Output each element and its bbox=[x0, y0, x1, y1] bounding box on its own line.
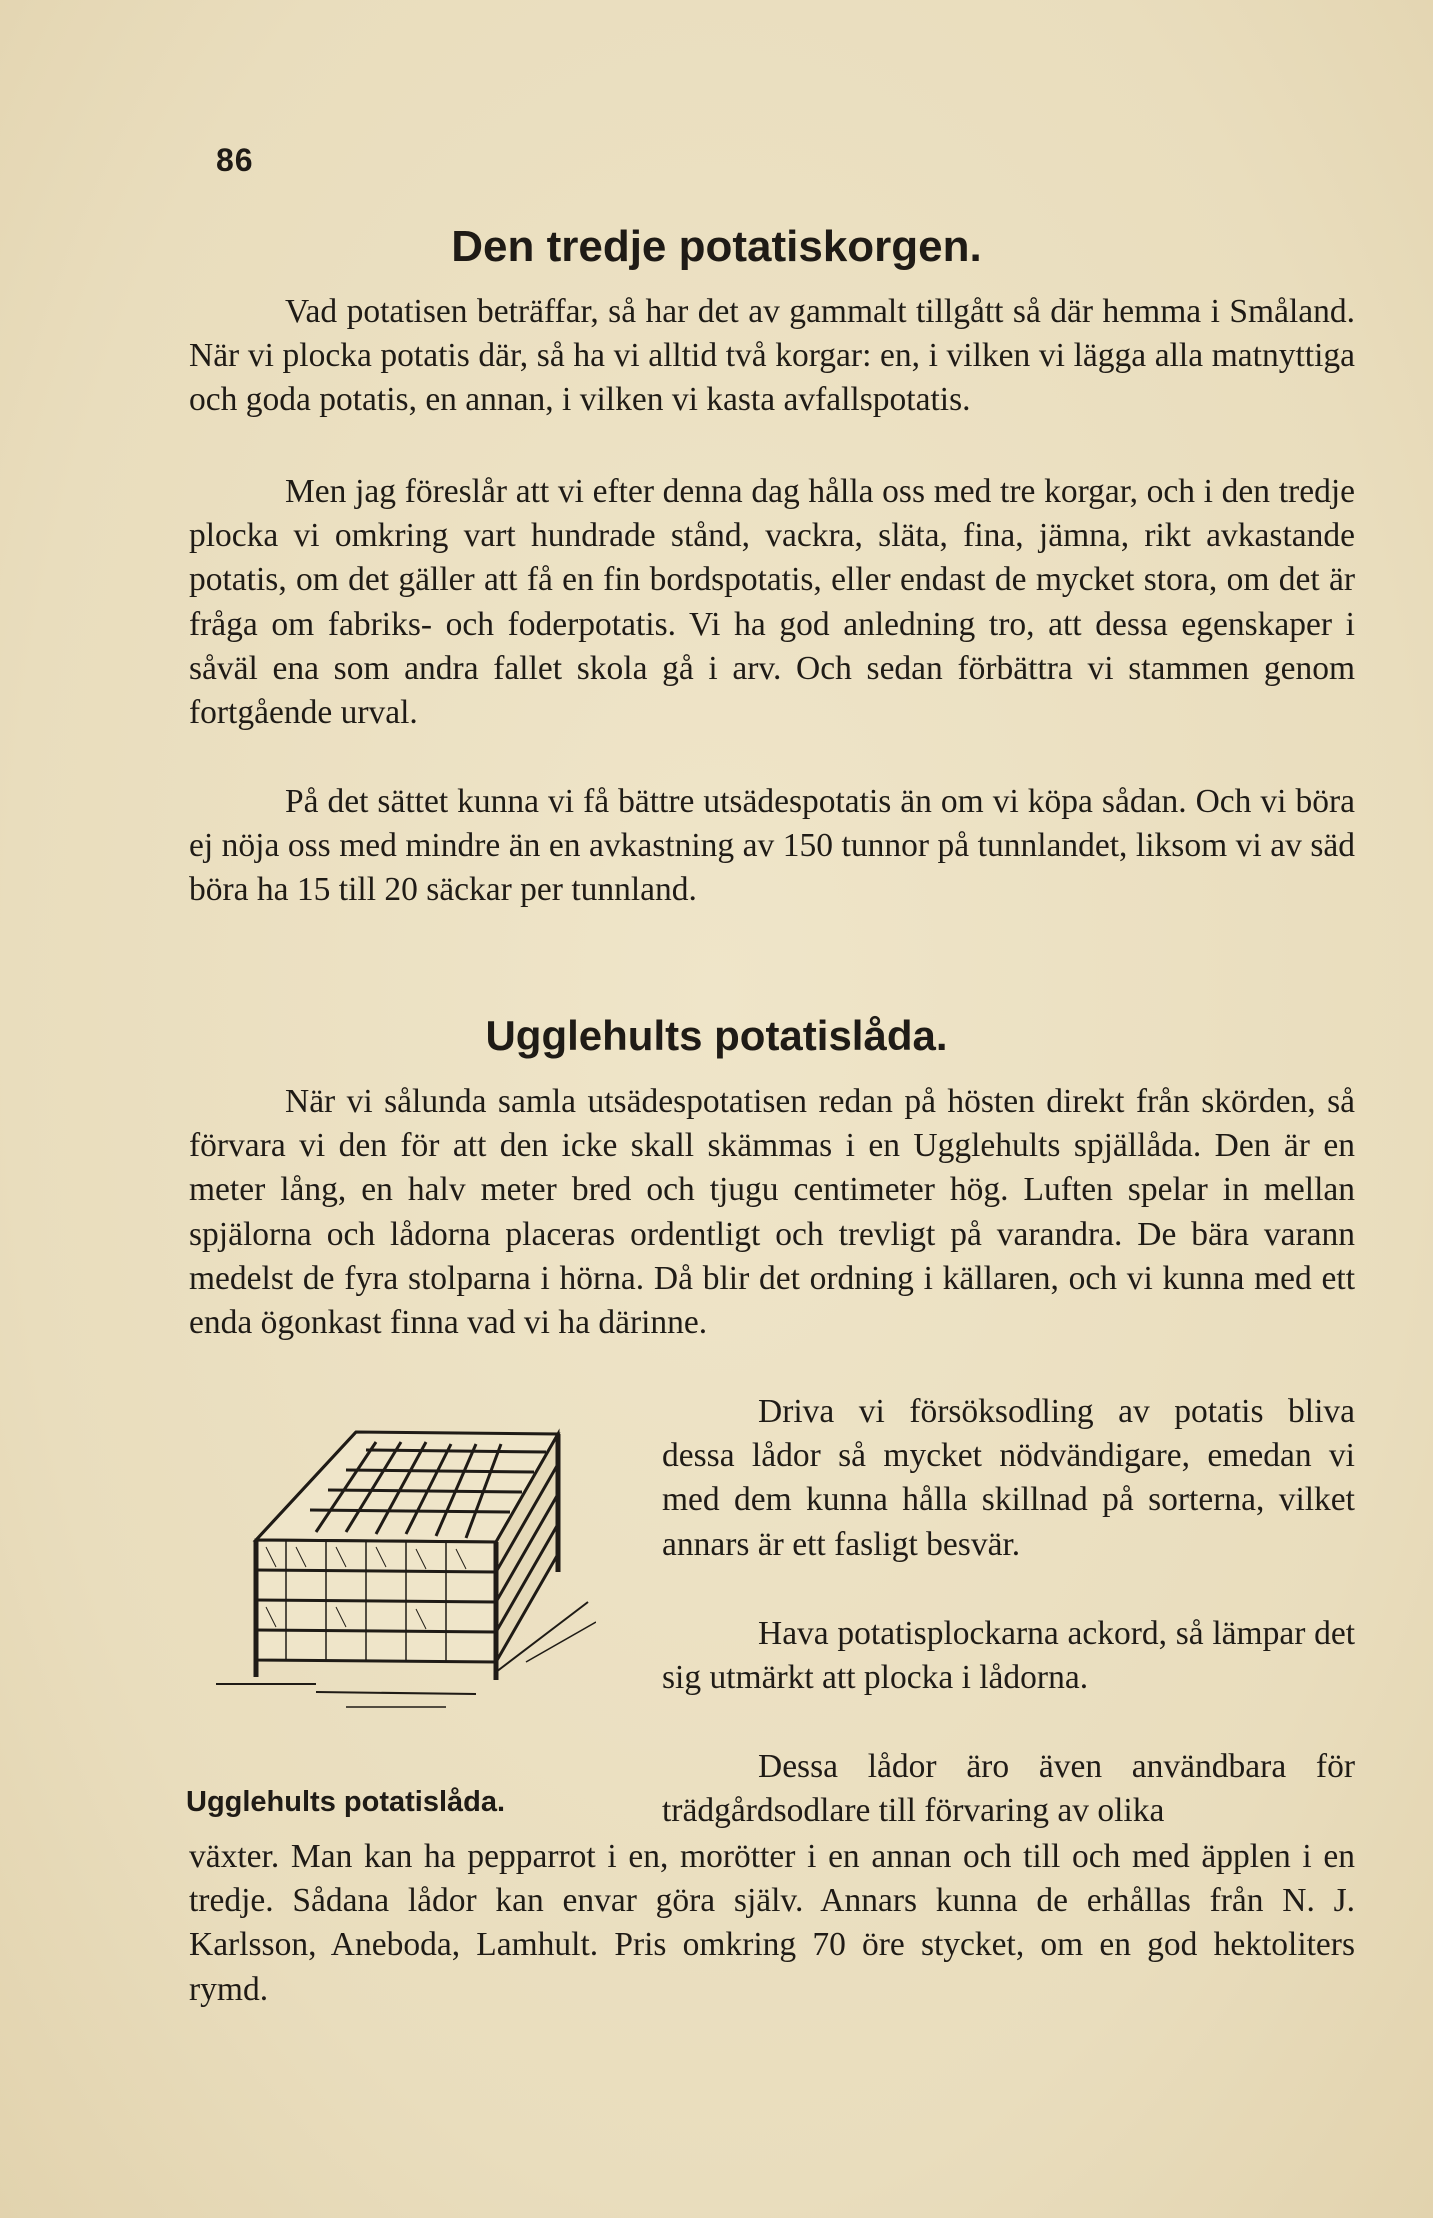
paragraph bbox=[189, 290, 1355, 423]
paragraph bbox=[189, 470, 1355, 735]
paragraph bbox=[189, 780, 1355, 913]
paragraph bbox=[189, 1080, 1355, 1345]
paragraph bbox=[662, 1612, 1355, 1700]
paragraph bbox=[662, 1745, 1355, 1833]
figure-caption: Ugglehults potatislåda. bbox=[186, 1786, 506, 1818]
paragraph bbox=[189, 1835, 1355, 2012]
paragraph bbox=[662, 1390, 1355, 1567]
section-title-tredje-potatiskorgen: Den tredje potatiskorgen. bbox=[451, 222, 982, 271]
paragraph-text: växter. Man kan ha pepparrot i en, morötter i en annan och till och med äpplen i en tredje. Sådana lådor kan envar göra själv. Annars kunna de erhållas från N. J. Karlsson, Aneboda, Lamhult. Pris omkring 70 öre stycket, om en god hektoliters rymd. bbox=[189, 1838, 1355, 2008]
paragraph-text: När vi sålunda samla utsädespotatisen redan på hösten direkt från skörden, så förvara vi den för att den icke skall skämmas i en Ugglehults spjällåda. Den är en meter lång, en halv meter bred och tjugu centimeter hög. Luften spelar in mellan spjälorna och lådorna placeras ordentligt och trevligt på varandra. De bära varann medelst de fyra stolparna i hörna. Då blir det ordning i källaren, och vi kunna med ett enda ögonkast finna vad vi ha därinne. bbox=[189, 1083, 1355, 1342]
paragraph-text: Vad potatisen beträffar, så har det av gammalt tillgått så där hemma i Småland. När vi plocka potatis där, så ha vi alltid två korgar: en, i vilken vi lägga alla matnyttiga och goda potatis, en annan, i vilken vi kasta avfallspotatis. bbox=[189, 293, 1355, 419]
page-number: 86 bbox=[216, 142, 254, 178]
section-title-ugglehults-potatislada: Ugglehults potatislåda. bbox=[485, 1012, 948, 1059]
slatted-crate-illustration-icon bbox=[196, 1422, 596, 1762]
paragraph-text: Men jag föreslår att vi efter denna dag hålla oss med tre korgar, och i den tredje plocka vi omkring vart hundrade stånd, vackra, släta, fina, jämna, rikt avkastande potatis, om det gäller att få en fin bordspotatis, eller endast de mycket stora, om det är fråga om fabriks- och foderpotatis. Vi ha god anledning tro, att dessa egenskaper i såväl ena som andra fallet skola gå i arv. Och sedan förbättra vi stammen genom fortgående urval. bbox=[189, 473, 1355, 732]
paragraph-text: Driva vi försöksodling av potatis bliva dessa lådor så mycket nödvändigare, emedan vi med dem kunna hålla skillnad på sorterna, vilket annars är ett fasligt besvär. bbox=[662, 1393, 1355, 1563]
paragraph-text: Dessa lådor äro även användbara för trädgårdsodlare till förvaring av olika bbox=[662, 1748, 1355, 1830]
paragraph-text: Hava potatisplockarna ackord, så lämpar det sig utmärkt att plocka i lådorna. bbox=[662, 1615, 1355, 1697]
paragraph-text: På det sättet kunna vi få bättre utsädespotatis än om vi köpa sådan. Och vi böra ej nöja oss med mindre än en avkastning av 150 tunnor på tunnlandet, liksom vi av säd böra ha 15 till 20 säckar per tunnland. bbox=[189, 783, 1355, 909]
